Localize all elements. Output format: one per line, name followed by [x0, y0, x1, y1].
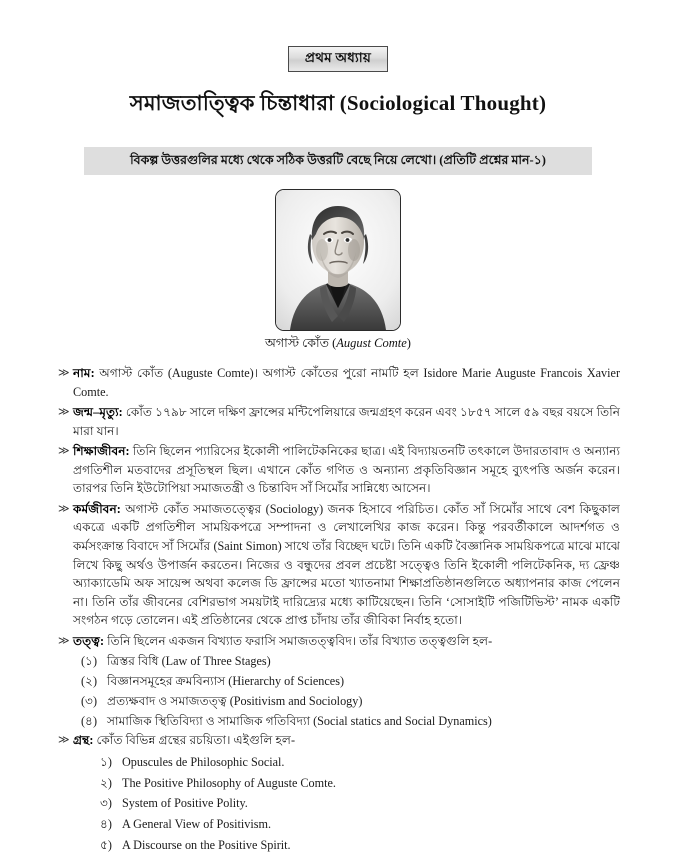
- bullet-text: [73, 442, 620, 498]
- list-item-birth-death: [58, 403, 620, 440]
- content-body: [58, 364, 620, 855]
- list-item: [100, 835, 620, 856]
- bullet-lead-label: কর্মজীবন:: [73, 501, 121, 516]
- book-item-number: ১): [100, 754, 112, 769]
- bullet-detail: তিনি ছিলেন একজন বিখ্যাত ফরাসি সমাজতত্ত্ববিদ। তাঁর বিখ্যাত তত্ত্বগুলি হল-: [104, 633, 493, 648]
- bullet-detail: অগাস্ট কোঁত সমাজতত্ত্বের (Sociology) জনক হিসাবে পরিচিত। কোঁত সাঁ সিমোঁর সাথে বেশ কিছুকাল একত্রে একটি প্রগতিশীল সাময়িকপত্রে সম্পাদনা ও লেখালেখির কাজ করেন। কিন্তু পরবর্তীকালে আদর্শগত ও কর্মসংক্রান্ত বিবাদে সাঁ সিমোঁর (Saint Simon) সাথে তাঁর বিচ্ছেদ ঘটে। তিনি একটি বৈজ্ঞানিক সাময়িকপত্রে মাঝে মাঝে লিখে কিছু অর্থও উপার্জন করতেন। নিজের ও বন্ধুদের প্রবল প্রচেষ্টা সত্ত্বেও তিনি ইকোলী পলিটেকনিক, দ্য ফ্রেঞ্চ অ্যাক্যাডেমি অফ সায়েন্স অথবা কলেজ ডি ফ্রান্সের মতো খ্যাতনামা শিক্ষাপ্রতিষ্ঠানগুলিতে অধ্যাপনার কাজ পেলেন না। তিনি তাঁর জীবনের বেশিরভাগ সময়টাই দারিদ্র্যের মধ্যে কাটিয়েছেন। তিনি ‘সোসাইটি পজিটিভিস্ট’ নামক একটি সংগঠন গড়ে তোলেন। এই প্রতিষ্ঠানের থেকে প্রাপ্ত চাঁদায় তাঁর জীবিকা নির্বাহ হতো।: [73, 501, 620, 628]
- bullet-text: [73, 731, 620, 750]
- portrait-caption-latin: August Comte: [336, 336, 407, 351]
- list-item: [81, 652, 620, 672]
- list-item-career: [58, 500, 620, 630]
- instruction-banner: বিকল্প উত্তরগুলির মধ্যে থেকে সঠিক উত্তরটি বেছে নিয়ে লেখো। (প্রতিটি প্রশ্নের মান-১): [84, 147, 592, 175]
- bullet-lead-label: জন্ম–মৃত্যু:: [73, 405, 123, 420]
- book-item-number: ২): [100, 775, 112, 790]
- book-item-number: ৪): [100, 817, 112, 832]
- portrait-caption-close: ): [406, 336, 411, 351]
- theory-item-number: (৪): [81, 713, 98, 728]
- chevron-double-right-icon: ≫: [58, 734, 70, 747]
- bullet-detail: কোঁত ১৭৯৮ সালে দক্ষিণ ফ্রান্সের মন্টিপেলিয়ারে জন্মগ্রহণ করেন এবং ১৮৫৭ সালে ৫৯ বছর বয়সে তিনি মারা যান।: [73, 405, 620, 438]
- bullet-lead-label: গ্রন্থ:: [73, 733, 94, 748]
- bullet-text: [73, 364, 620, 401]
- bullet-lead-label: তত্ত্ব:: [73, 633, 105, 648]
- theory-item-number: (১): [81, 654, 98, 669]
- page-title: সমাজতাত্ত্বিক চিন্তাধারা (Sociological Thought): [129, 90, 547, 115]
- theory-item-label: প্রত্যক্ষবাদ ও সমাজতত্ত্ব (Positivism and Sociology): [107, 693, 363, 708]
- list-item: [100, 773, 620, 794]
- book-item-number: ৫): [100, 837, 112, 852]
- list-item-theories: [58, 632, 620, 651]
- chevron-double-right-icon: ≫: [58, 367, 70, 380]
- portrait-caption-bengali: অগাস্ট কোঁত (: [265, 336, 337, 351]
- list-item: [81, 672, 620, 692]
- theory-item-label: সামাজিক স্থিতিবিদ্যা ও সামাজিক গতিবিদ্যা (Social statics and Social Dynamics): [107, 713, 492, 728]
- list-item: [100, 752, 620, 773]
- book-item-label: A General View of Positivism.: [122, 817, 272, 832]
- chevron-double-right-icon: ≫: [58, 634, 70, 647]
- bullet-text: [73, 632, 620, 651]
- bullet-detail: কোঁত বিভিন্ন গ্রন্থের রচয়িতা। এইগুলি হল-: [93, 733, 296, 748]
- book-item-number: ৩): [100, 796, 112, 811]
- book-item-label: A Discourse on the Positive Spirit.: [122, 837, 291, 852]
- bullet-lead-label: শিক্ষাজীবন:: [73, 444, 130, 459]
- list-item: [100, 793, 620, 814]
- portrait-frame: [275, 189, 401, 331]
- theory-item-number: (২): [81, 674, 98, 689]
- chevron-double-right-icon: ≫: [58, 445, 70, 458]
- theory-item-label: ত্রিস্তর বিধি (Law of Three Stages): [107, 654, 271, 669]
- list-item: [81, 692, 620, 712]
- portrait-block: [0, 189, 676, 355]
- chevron-double-right-icon: ≫: [58, 406, 70, 419]
- bullet-text: [73, 500, 620, 630]
- book-list: [100, 752, 620, 856]
- list-item: [100, 814, 620, 835]
- portrait-caption: [0, 335, 676, 355]
- bullet-detail: অগাস্ট কোঁত (Auguste Comte)। অগাস্ট কোঁতের পুরো নামটি হল Isidore Marie Auguste Francois Xavier Comte.: [73, 366, 620, 399]
- theory-list: [81, 652, 620, 731]
- list-item-books: [58, 731, 620, 750]
- book-item-label: Opuscules de Philosophic Social.: [122, 754, 285, 769]
- bullet-lead-label: নাম:: [73, 366, 95, 381]
- chapter-badge: প্রথম অধ্যায়: [288, 46, 388, 72]
- list-item: [81, 712, 620, 732]
- chapter-badge-container: [0, 0, 676, 72]
- list-item-name: [58, 364, 620, 401]
- bullet-detail: তিনি ছিলেন প্যারিসের ইকোলী পালিটেকনিকের ছাত্র। এই বিদ্যায়তনটি তৎকালে উদারতাবাদ ও অন্যান্য প্রগতিশীল মতবাদের প্রসূতিস্থল ছিল। এখানে কোঁত গণিত ও অন্যান্য প্রকৃতিবিজ্ঞান সমূহে ব্যুৎপত্তি অর্জন করেন। তারপর তিনি ইউটোপিয়া সমাজতন্ত্রী ও চিন্তাবিদ সাঁ সিমোঁর সান্নিধ্যে আসেন।: [73, 444, 620, 496]
- theory-item-label: বিজ্ঞানসমূহের ক্রমবিন্যাস (Hierarchy of Sciences): [107, 674, 345, 689]
- portrait-auguste-comte-image: [276, 190, 400, 330]
- theory-item-number: (৩): [81, 693, 98, 708]
- bullet-text: [73, 403, 620, 440]
- book-item-label: The Positive Philosophy of Auguste Comte.: [122, 775, 336, 790]
- chevron-double-right-icon: ≫: [58, 502, 70, 515]
- list-item-education: [58, 442, 620, 498]
- book-item-label: System of Positive Polity.: [122, 796, 248, 811]
